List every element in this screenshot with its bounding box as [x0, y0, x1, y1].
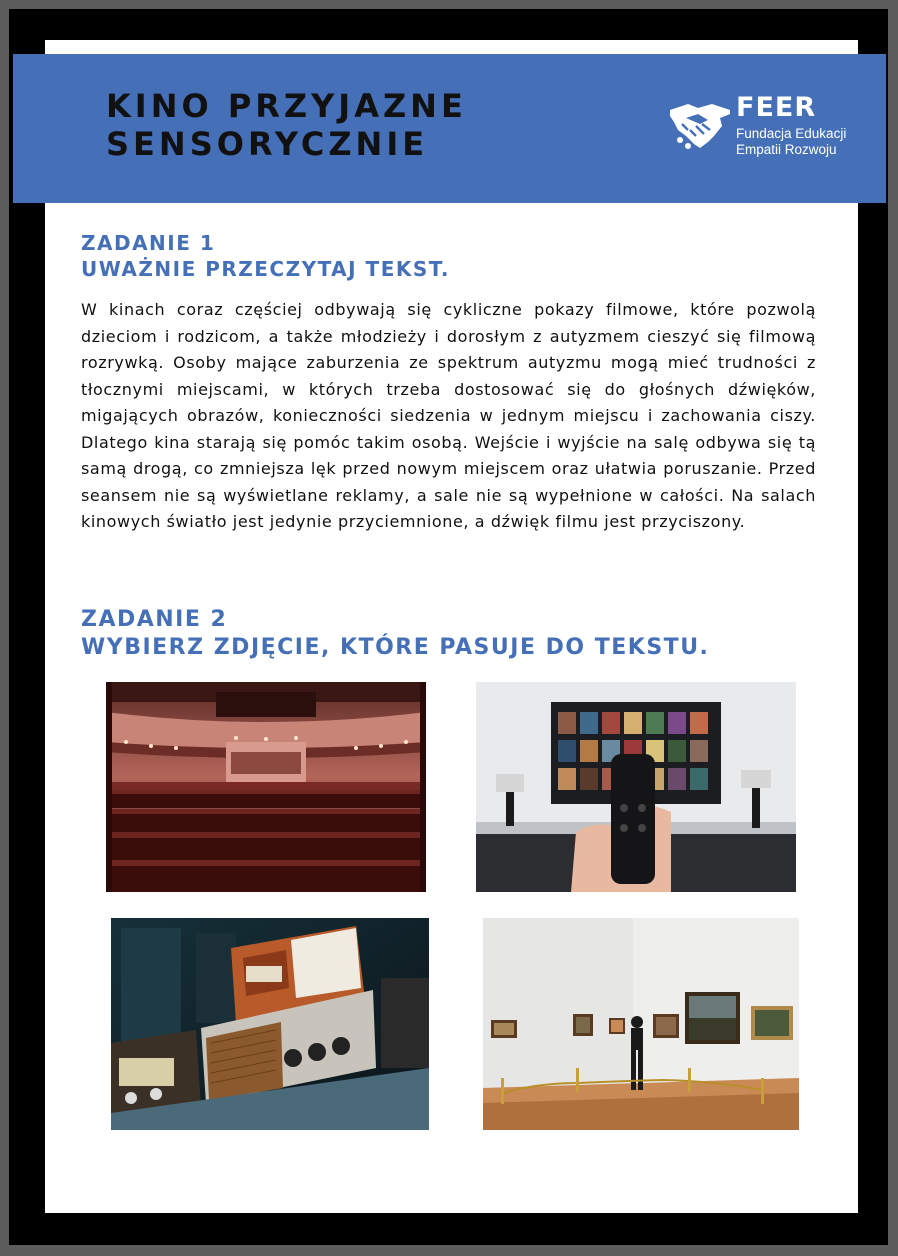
- art-gallery-photo[interactable]: [483, 918, 799, 1130]
- logo-subtitle-line-2: Empatii Rozwoju: [736, 142, 837, 157]
- page-title: [106, 87, 467, 163]
- feer-logo: [668, 92, 858, 162]
- vintage-radios-photo[interactable]: [111, 918, 429, 1130]
- handshake-icon: [668, 96, 732, 152]
- task-1-label: ZADANIE 1: [81, 231, 216, 255]
- task-2-label: ZADANIE 2: [81, 607, 228, 632]
- title-line-2: SENSORYCZNIE: [106, 125, 429, 163]
- task-2-instruction: WYBIERZ ZDJĘCIE, KTÓRE PASUJE DO TEKSTU.: [81, 635, 710, 660]
- task-1-text: W kinach coraz częściej odbywają się cykliczne pokazy filmowe, które pozwolą dzieciom i rodzicom, a także młodzieży i dorosłym z autyzmem cieszyć się filmową rozrywką. Osoby mające zaburzenia ze spektrum autyzmu mogą mieć trudności z tłocznymi miejscami, w których trzeba dostosować się do głośnych dźwięków, migających obrazów, konieczności siedzenia w jednym miejscu i zachowania ciszy. Dlatego kina starają się pomóc takim osobą. Wejście i wyjście na salę odbywa się tą samą drogą, co zmniejsza lęk przed nowym miejscem oraz ułatwia poruszanie. Przed seansem nie są wyświetlane reklamy, a sale nie są wypełnione w całości. Na salach kinowych światło jest jedynie przyciemnione, a dźwięk filmu jest przyciszony.: [81, 300, 816, 531]
- logo-name: FEER: [736, 92, 817, 123]
- title-line-1: KINO PRZYJAZNE: [106, 87, 467, 125]
- task-2-heading: [81, 606, 709, 662]
- task-1-instruction: UWAŻNIE PRZECZYTAJ TEKST.: [81, 257, 450, 281]
- task-1-heading: [81, 230, 450, 282]
- theater-hall-photo[interactable]: [106, 682, 426, 892]
- tv-remote-photo[interactable]: [476, 682, 796, 892]
- header-banner: [13, 54, 886, 203]
- logo-subtitle-line-1: Fundacja Edukacji: [736, 126, 847, 141]
- logo-subtitle: [736, 126, 846, 158]
